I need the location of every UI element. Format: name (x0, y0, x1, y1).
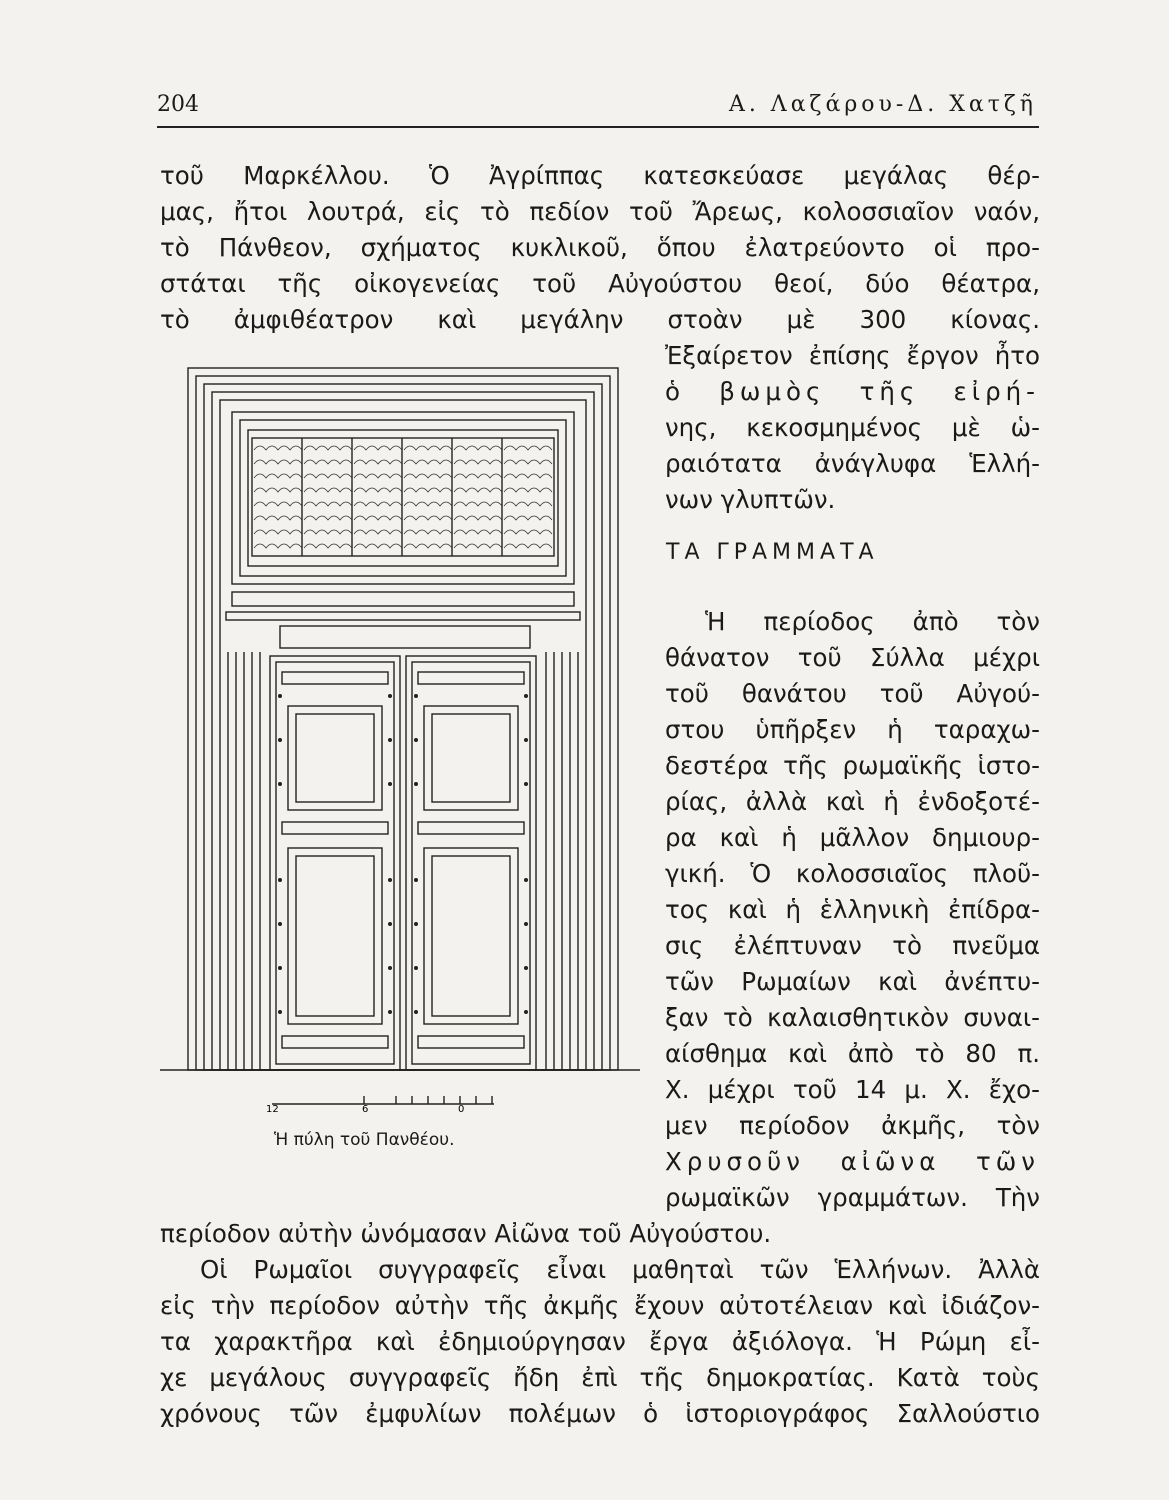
side-line: γική. Ὁ κολοσσιαῖος πλοῦ- (665, 859, 1040, 888)
side-line: ρωμαϊκῶν γραμμάτων. Τὴν (665, 1183, 1040, 1212)
body-line: χε μεγάλους συγγραφεῖς ἤδη ἐπὶ τῆς δημοκρατίας. Κατὰ τοὺς (160, 1363, 1040, 1392)
side-line: ὁ βωμὸς τῆς εἰρή- (665, 377, 1040, 406)
side-line: αίσθημα καὶ ἀπὸ τὸ 80 π. (665, 1039, 1040, 1068)
figure-caption: Ἡ πύλη τοῦ Πανθέου. (274, 1130, 455, 1150)
body-line: περίοδον αὐτὴν ὠνόμασαν Αἰῶνα τοῦ Αὐγούστου. (160, 1219, 772, 1248)
body-line: Οἱ Ρωμαῖοι συγγραφεῖς εἶναι μαθηταὶ τῶν Ἑλλήνων. Ἀλλὰ (200, 1255, 1040, 1284)
body-line: τὸ Πάνθεον, σχήματος κυκλικοῦ, ὅπου ἐλατρεύοντο οἱ προ- (160, 233, 1040, 262)
side-line: τος καὶ ἡ ἑλληνικὴ ἐπίδρα- (665, 895, 1040, 924)
body-line: τα χαρακτῆρα καὶ ἐδημιούργησαν ἔργα ἀξιόλογα. Ἡ Ρώμη εἶ- (160, 1327, 1040, 1356)
side-line: στου ὑπῆρξεν ἡ ταραχω- (665, 715, 1040, 744)
body-line: χρόνους τῶν ἐμφυλίων πολέμων ὁ ἱστοριογράφος Σαλλούστιο (160, 1399, 1040, 1428)
side-line: Χ. μέχρι τοῦ 14 μ. Χ. ἔχο- (665, 1075, 1040, 1104)
scale-label: 0 (458, 1104, 465, 1115)
header-rule (157, 126, 1039, 128)
side-line: σις ἐλέπτυναν τὸ πνεῦμα (665, 931, 1040, 960)
side-line: τῶν Ρωμαίων καὶ ἀνέπτυ- (665, 967, 1040, 996)
side-line: νης, κεκοσμημένος μὲ ὡ- (665, 413, 1040, 442)
scale-label: 6 (362, 1104, 369, 1115)
side-line: θάνατον τοῦ Σύλλα μέχρι (665, 643, 1040, 672)
side-line: ραιότατα ἀνάγλυφα Ἑλλή- (665, 449, 1040, 478)
side-line: ξαν τὸ καλαισθητικὸν συναι- (665, 1003, 1040, 1032)
body-line: εἰς τὴν περίοδον αὐτὴν τῆς ἀκμῆς ἔχουν αὐτοτέλειαν καὶ ἰδιάζον- (160, 1291, 1040, 1320)
side-line: δεστέρα τῆς ρωμαϊκῆς ἱστο- (665, 751, 1040, 780)
body-line: τὸ ἀμφιθέατρον καὶ μεγάλην στοὰν μὲ 300 κίονας. (160, 305, 1040, 334)
body-line: τοῦ Μαρκέλλου. Ὁ Ἀγρίππας κατεσκεύασε μεγάλας θέρ- (160, 161, 1040, 190)
side-line: νων γλυπτῶν. (665, 485, 836, 514)
page-number: 204 (157, 92, 199, 117)
pantheon-door-illustration (150, 360, 650, 1120)
side-line: τοῦ θανάτου τοῦ Αὐγού- (665, 679, 1040, 708)
body-line: στάται τῆς οἰκογενείας τοῦ Αὐγούστου θεοί, δύο θέατρα, (160, 269, 1040, 298)
side-line: Ἡ περίοδος ἀπὸ τὸν (705, 607, 1040, 636)
side-line: Ἐξαίρετον ἐπίσης ἔργον ἦτο (665, 341, 1040, 370)
side-line: Χρυσοῦν αἰῶνα τῶν (665, 1147, 1040, 1176)
body-line: μας, ἤτοι λουτρά, εἰς τὸ πεδίον τοῦ Ἄρεως, κολοσσιαῖον ναόν, (160, 197, 1040, 226)
scale-label: 12 (266, 1104, 279, 1115)
section-heading: ΤΑ ΓΡΑΜΜΑΤΑ (666, 540, 879, 565)
side-line: ρίας, ἀλλὰ καὶ ἡ ἐνδοξοτέ- (665, 787, 1040, 816)
running-header (157, 92, 1037, 126)
side-line: μεν περίοδον ἀκμῆς, τὸν (665, 1111, 1040, 1140)
running-head-authors: Α. Λαζάρου-Δ. Χατζῆ (728, 92, 1037, 117)
side-line: ρα καὶ ἡ μᾶλλον δημιουρ- (665, 823, 1040, 852)
